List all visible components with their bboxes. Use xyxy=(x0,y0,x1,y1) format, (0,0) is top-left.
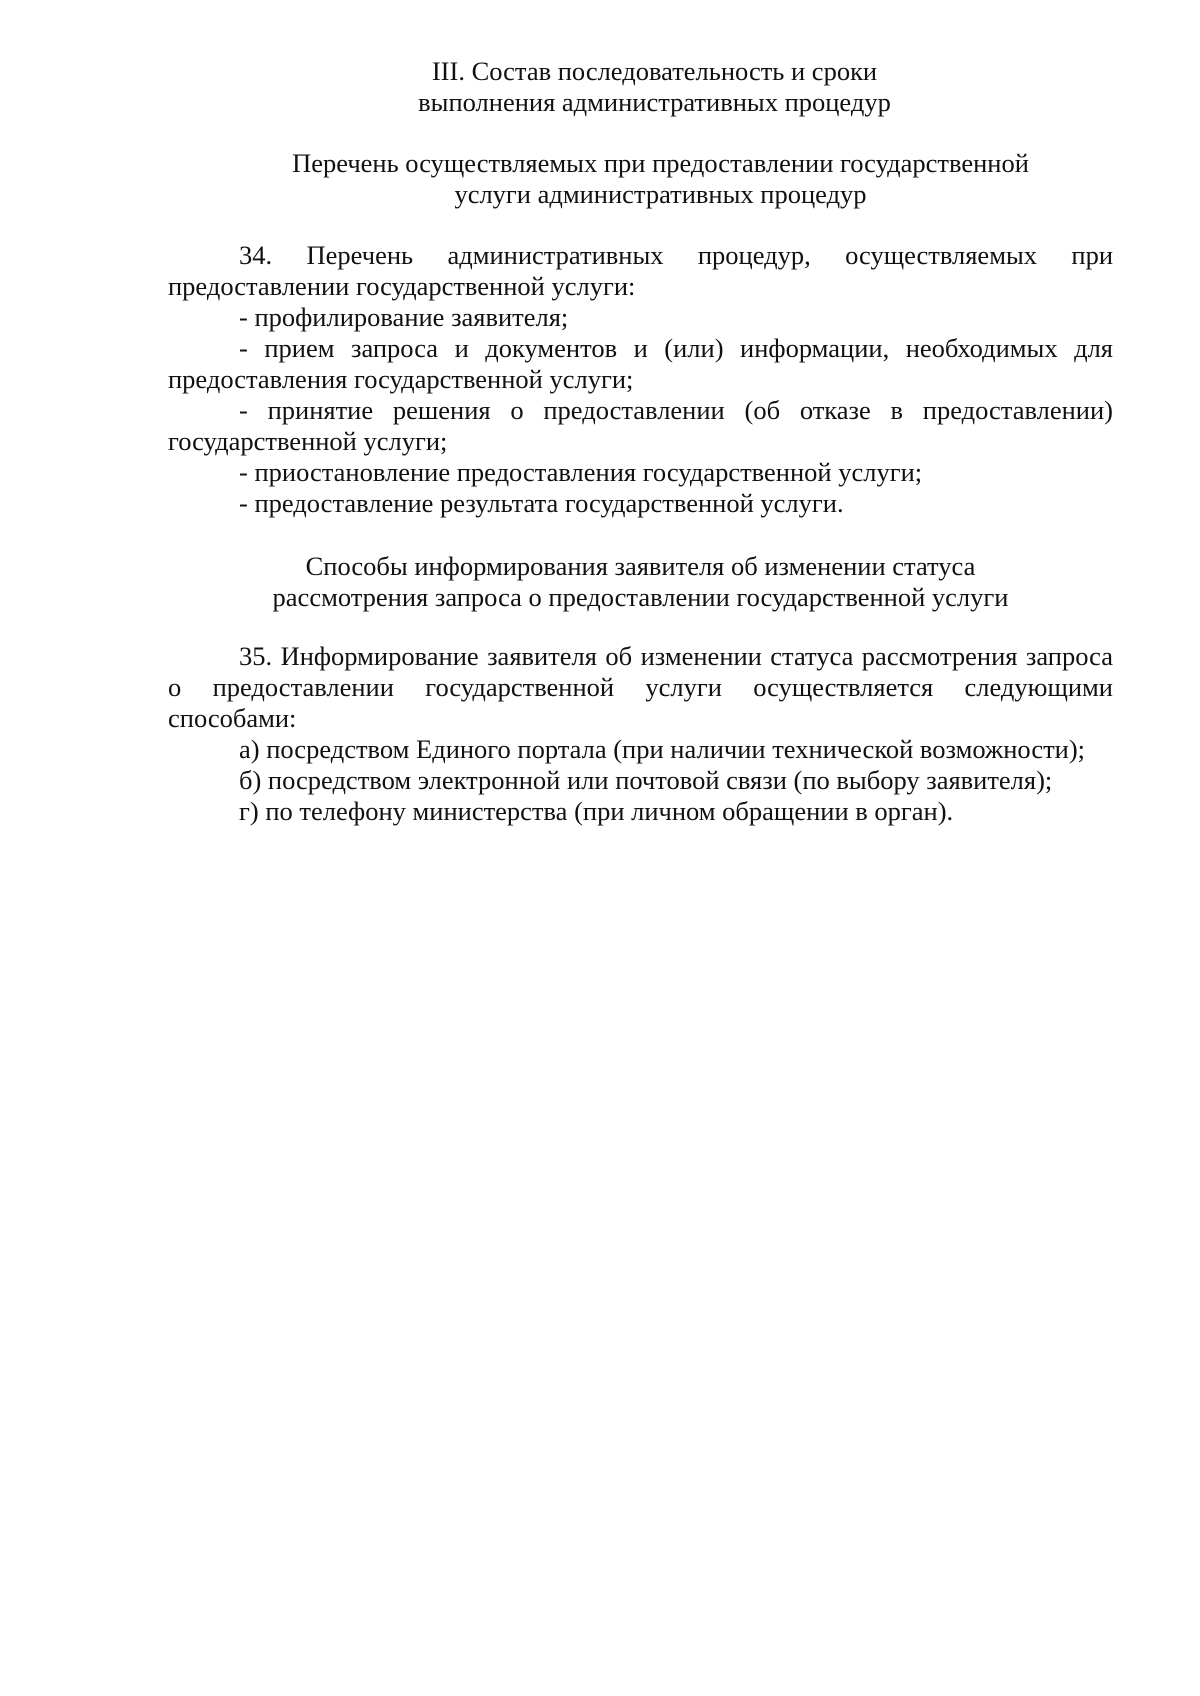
subsection-heading-procedures-line-1: Перечень осуществляемых при предоставлении государственной xyxy=(292,148,1029,178)
subsection-heading-informing xyxy=(168,551,1113,613)
list-item: - профилирование заявителя; xyxy=(239,302,569,332)
paragraph-34-intro: 34. Перечень административных процедур, осуществляемых при предоставлении государственной услуги: xyxy=(168,240,1113,301)
section-title-line-1: III. Состав последовательность и сроки xyxy=(431,56,878,86)
subsection-heading-procedures-line-2: услуги административных процедур xyxy=(454,179,867,209)
section-title-line-2: выполнения административных процедур xyxy=(418,87,891,117)
list-item: - прием запроса и документов и (или) информации, необходимых для предоставления государственной услуги; xyxy=(168,333,1113,394)
section-title xyxy=(196,56,1113,118)
list-item: а) посредством Единого портала (при наличии технической возможности); xyxy=(239,734,1086,764)
list-item: - предоставление результата государственной услуги. xyxy=(239,488,844,518)
list-item: г) по телефону министерства (при личном обращении в орган). xyxy=(239,796,954,826)
subsection-heading-informing-line-1: Способы информирования заявителя об изменении статуса xyxy=(305,551,976,581)
subsection-heading-procedures xyxy=(208,148,1113,210)
paragraph-35-intro: 35. Информирование заявителя об изменении статуса рассмотрения запроса о предоставлении государственной услуги осуществляется следующими способами: xyxy=(168,641,1113,733)
list-item: - приостановление предоставления государственной услуги; xyxy=(239,457,923,487)
list-item: - принятие решения о предоставлении (об отказе в предоставлении) государственной услуги; xyxy=(168,395,1113,456)
list-item: б) посредством электронной или почтовой связи (по выбору заявителя); xyxy=(239,765,1053,795)
subsection-heading-informing-line-2: рассмотрения запроса о предоставлении государственной услуги xyxy=(272,582,1009,612)
document-content xyxy=(168,56,1113,827)
